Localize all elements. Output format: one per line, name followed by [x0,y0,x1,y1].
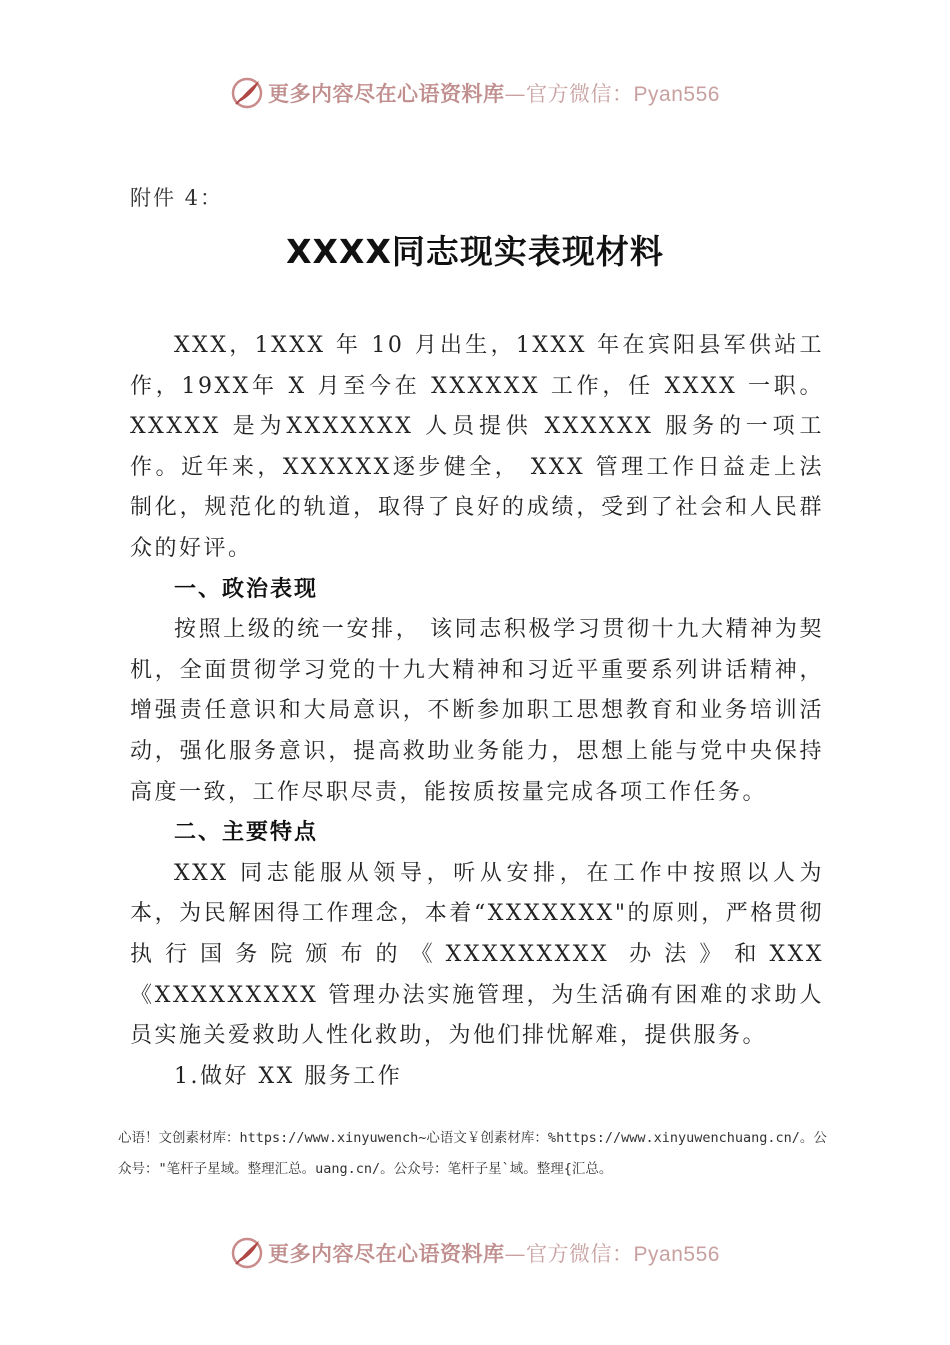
section-heading-political: 一、政治表现 [174,576,319,602]
section-heading-features: 二、主要特点 [174,820,319,846]
header-banner [0,68,950,118]
document-body [130,326,824,1097]
subsection-1: 1.做好 XX 服务工作 [174,1063,403,1089]
quill-logo-icon [230,1236,264,1270]
banner-wechat-id: Pyan556 [633,1243,720,1266]
banner-wechat-label: 官方微信： [526,1242,634,1266]
banner-separator: — [504,1242,527,1266]
footnote-watermark: 心语！文创素材库：https://www.xinyuwench~心语文￥创素材库：%https://www.xinyuwenchuang.cn/。公众号："笔杆子星域。整理汇总。uang.cn/。公众号：笔杆子星`域。整理{汇总。 [118,1130,827,1177]
features-paragraph: XXX 同志能服从领导，听从安排，在工作中按照以人为本，为民解困得工作理念，本着“XXXXXXX"的原则，严格贯彻执行国务院颁布的《XXXXXXXXX 办法》和XXX《XXXXXXXXX 管理办法实施管理，为生活确有困难的求助人员实施关爱救助人性化救助，为他们排忧解难，提供服务。 [130,860,824,1049]
political-paragraph: 按照上级的统一安排， 该同志积极学习贯彻十九大精神为契机，全面贯彻学习党的十九大精神和习近平重要系列讲话精神，增强责任意识和大局意识，不断参加职工思想教育和业务培训活动，强化服务意识，提高救助业务能力，思想上能与党中央保持高度一致，工作尽职尽责，能按质按量完成各项工作任务。 [130,617,824,805]
banner-wechat-label: 官方微信： [526,82,634,106]
banner-promo: 更多内容尽在心语资料库 [268,1241,505,1266]
attachment-label: 附件 4： [130,186,224,210]
banner-promo: 更多内容尽在心语资料库 [268,81,505,106]
intro-paragraph: XXX，1XXX 年 10 月出生，1XXX 年在宾阳县军供站工作，19XX年 X 月至今在 XXXXXX 工作，任 XXXX 一职。XXXXX 是为XXXXXXX 人员提供 XXXXXX 服务的一项工作。近年来，XXXXXX逐步健全， XXX 管理工作日益走上法制化，规范化的轨道，取得了良好的成绩，受到了社会和人民群众的好评。 [130,333,824,561]
footer-banner [0,1228,950,1278]
banner-text [268,1238,720,1268]
banner-wechat-id: Pyan556 [633,83,720,106]
document-title: XXXX同志现实表现材料 [286,232,664,271]
quill-logo-icon [230,76,264,110]
banner-text [268,78,720,108]
banner-separator: — [504,82,527,106]
